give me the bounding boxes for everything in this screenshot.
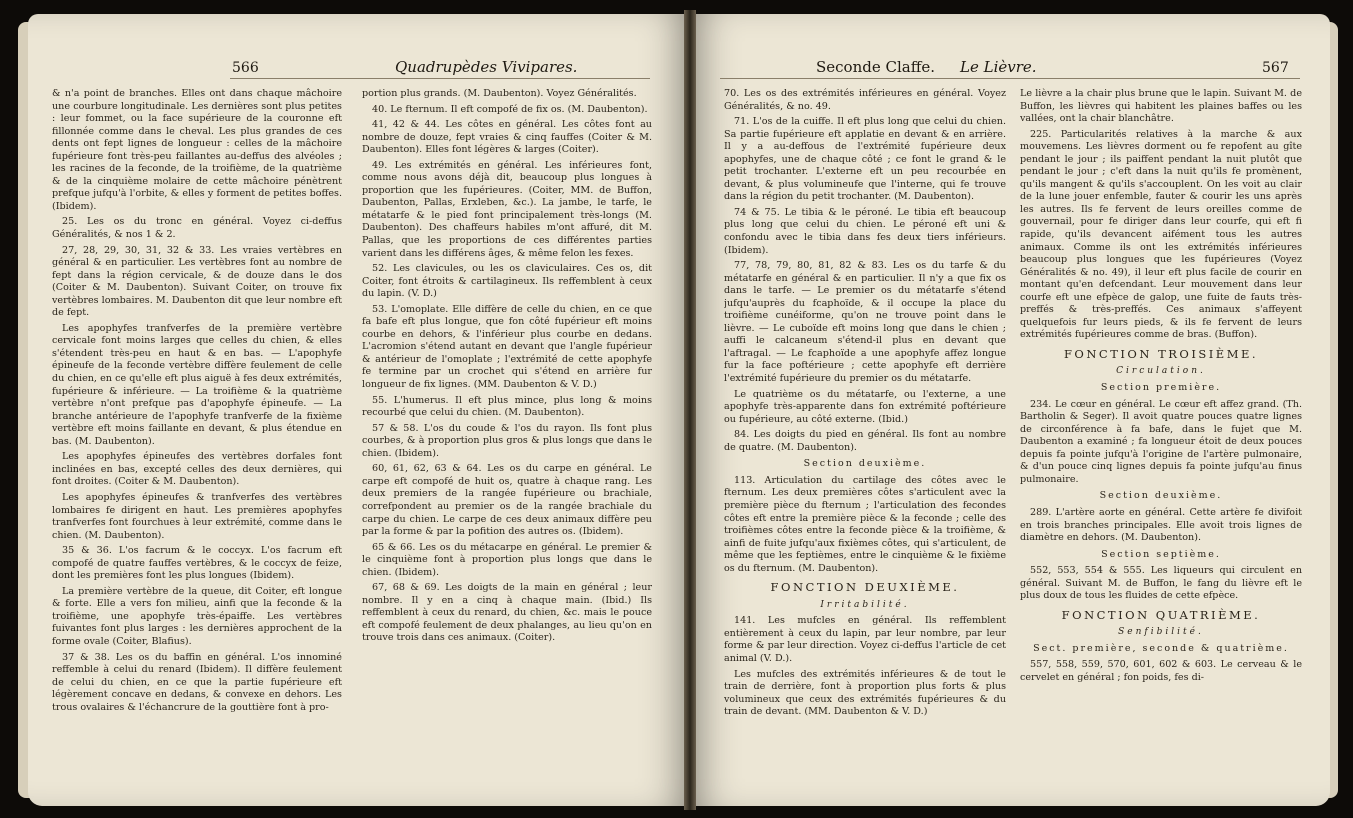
paragraph: 74 & 75. Le tibia & le péroné. Le tibia eft beaucoup plus long que celui du chien. Le péroné eft uni & confondu avec le tibia dans fes deux tiers inférieurs. (Ibidem). xyxy=(724,206,1006,256)
book-gutter xyxy=(684,10,696,810)
section-heading: Section deuxième. xyxy=(803,458,927,470)
paragraph: 49. Les extrémités en général. Les inférieures font, comme nous avons déjà dit, beaucoup plus longues à proportion que les fupérieures. (Coiter, MM. de Buffon, Daubenton, Pallas, Erxleben, &c.). La jambe, le tarfe, le métatarfe & le pied font principalement très-longs (M. Daubenton). Des chaffeurs habiles m'ont affuré, dit M. Pallas, que les proportions de ces différentes parties varient dans les différens âges, & même felon les fexes. xyxy=(362,159,652,259)
paragraph: Le quatrième os du métatarfe, ou l'externe, a une apophyfe très-apparente dans fon extrémité poftérieure ou fupérieure, au côté externe. (Ibid.) xyxy=(724,388,1006,425)
paragraph: 225. Particularités relatives à la marche & aux mouvemens. Les lièvres dorment ou fe repofent au gîte pendant le jour ; ils paiffent pendant la nuit plutôt que pendant le jour ; c'eft dans la nuit qu'ils fe promènent, qu'ils mangent & qu'ils s'accouplent. On les voit au clair de la lune jouer enfemble, fauter & courir les uns après les autres. Ils fe fervent de leurs oreilles comme de gouvernail, pour fe diriger dans leur courfe, qui eft fi rapide, qu'ils devancent aifément tous les autres animaux. Comme ils ont les extrémités inférieures beaucoup plus longues que les fupérieures (Voyez Généralités & no. 49), il leur eft plus facile de courir en montant qu'en defcendant. Leur mouvement dans leur courfe eft une efpèce de galop, une fuite de fauts très-preffés & très-preffés. Ces animaux s'affeyent quelquefois fur leurs pieds, & ils fe fervent de leurs extrémités fupérieures comme de bras. (Buffon). xyxy=(1020,128,1302,341)
fonction-heading: FONCTION QUATRIÈME. xyxy=(1061,607,1261,622)
paragraph: Les apophyfes tranfverfes de la première vertèbre cervicale font moins larges que celles du chien, & elles s'étendent très-peu en haut & en bas. — L'apophyfe épineufe de la feconde vertèbre diffère feulement de celle du chien, en ce qu'elle eft plus aiguë à fes deux extrémités, fupérieure & inférieure. — La troifième & la quatrième vertèbre n'ont prefque pas d'apophyfe épineufe. — La branche antérieure de l'apophyfe tranfverfe de la fixième vertèbre eft moins faillante en devant, & plus étendue en bas. (M. Daubenton). xyxy=(52,322,342,447)
paragraph: 35 & 36. L'os facrum & le coccyx. L'os facrum eft compofé de quatre fauffes vertèbres, & le coccyx de feize, dont les premières font les plus longues (Ibidem). xyxy=(52,545,342,582)
paragraph: 557, 558, 559, 570, 601, 602 & 603. Le cerveau & le cervelet en général ; fon poids, fes di- xyxy=(1020,659,1302,683)
right-page-number: 567 xyxy=(1262,60,1289,76)
paragraph: 84. Les doigts du pied en général. Ils font au nombre de quatre. (M. Daubenton). xyxy=(724,429,1006,453)
paragraph: 57 & 58. L'os du coude & l'os du rayon. Ils font plus courbes, & à proportion plus gros & plus longs que dans le chien. (Ibidem). xyxy=(362,422,652,459)
section-heading: Section septième. xyxy=(1101,548,1221,560)
left-page-number: 566 xyxy=(232,60,259,76)
paragraph: 40. Le fternum. Il eft compofé de fix os. (M. Daubenton). xyxy=(372,103,648,115)
paragraph: 37 & 38. Les os du baffin en général. L'os innominé reffemble à celui du renard (Ibidem). Il diffère feulement de celui du chien, en ce que la partie fupérieure eft légèrement concave en dedans, & convexe en dehors. Les trous ovalaires & l'échancrure de la gouttière font à pro- xyxy=(52,651,342,713)
paragraph: Les apophyfes épineufes & tranfverfes des vertèbres lombaires fe dirigent en haut. Les premières apophyfes tranfverfes font fourchues à leur extrémité, comme dans le chien. (M. Daubenton). xyxy=(52,491,342,541)
paragraph: La première vertèbre de la queue, dit Coiter, eft longue & forte. Elle a vers fon milieu, ainfi que la feconde & la troifième, une apophyfe très-épaiffe. Les vertèbres fuivantes font plus larges : les dernières approchent de la forme ovale (Coiter, Blafius). xyxy=(52,585,342,647)
section-heading: Sect. première, seconde & quatrième. xyxy=(1033,642,1289,654)
paragraph: Les apophyfes épineufes des vertèbres dorfales font inclinées en bas, excepté celles des deux dernières, qui font droites. (Coiter & M. Daubenton). xyxy=(52,451,342,488)
paragraph: 234. Le cœur en général. Le cœur eft affez grand. (Th. Bartholin & Seger). Il avoit quatre pouces quatre lignes de circonférence à fa bafe, dans le fujet que M. Daubenton a examiné ; fa longueur étoit de deux pouces depuis fa pointe jufqu'à l'origine de l'artère pulmonaire, & d'un pouce cinq lignes depuis fa pointe jufqu'au finus pulmonaire. xyxy=(1020,398,1302,485)
right-column-1 xyxy=(724,88,1006,722)
paragraph: 289. L'artère aorte en général. Cette artère fe divifoit en trois branches principales. Elle avoit trois lignes de diamètre en dehors. (M. Daubenton). xyxy=(1020,506,1302,544)
paragraph: 113. Articulation du cartilage des côtes avec le fternum. Les deux premières côtes s'articulent avec la première pièce du fternum ; l'articulation des fecondes côtes eft entre la première pièce & la feconde ; celle des troifièmes côtes entre la feconde pièce & la troifième, & ainfi de fuite jufqu'aux fixièmes côtes, qui s'articulent, de même que les feptièmes, entre le cinquième & le fixième os du fternum. (M. Daubenton). xyxy=(724,474,1006,574)
section-heading: Section première. xyxy=(1100,382,1222,394)
paragraph: 41, 42 & 44. Les côtes en général. Les côtes font au nombre de douze, fept vraies & cinq fauffes (Coiter & M. Daubenton). Elles font légères & larges (Coiter). xyxy=(362,119,652,156)
left-column-2 xyxy=(362,88,652,648)
paragraph: Les mufcles des extrémités inférieures & de tout le train de derrière, font à proportion plus forts & plus volumineux que ceux des extrémités fupérieures & du train de devant. (MM. Daubenton & V. D.) xyxy=(724,668,1006,718)
left-head-rule xyxy=(230,78,650,79)
paragraph: 52. Les clavicules, ou les os claviculaires. Ces os, dit Coiter, font étroits & cartilagineux. Ils reffemblent à ceux du lapin. (V. D.) xyxy=(362,263,652,300)
paragraph: 77, 78, 79, 80, 81, 82 & 83. Les os du tarfe & du métatarfe en général & en particulier. Il n'y a que fix os dans le tarfe. — Le premier os du métatarfe s'étend jufqu'auprès du fcaphoïde, & il occupe la place du troifième cunéiforme, qu'on ne trouve point dans le lièvre. — Le cuboïde eft moins long que dans le chien ; auffi le calcaneum s'étend-il plus en devant que l'aftragal. — Le fcaphoïde a une apophyfe affez longue fur la face poftérieure ; cette apophyfe eft derrière l'extrémité fupérieure du premier os du métatarfe. xyxy=(724,260,1006,385)
right-column-2 xyxy=(1020,88,1302,688)
right-running-head-class: Seconde Claffe. xyxy=(816,58,936,76)
paragraph: 67, 68 & 69. Les doigts de la main en général ; leur nombre. Il y en a cinq à chaque main. (Ibid.) Ils reffemblent à ceux du renard, du chien, &c. mais le pouce eft compofé feulement de deux phalanges, au lieu qu'on en trouve trois dans ces animaux. (Coiter). xyxy=(362,582,652,644)
paragraph: 55. L'humerus. Il eft plus mince, plus long & moins recourbé que celui du chien. (M. Daubenton). xyxy=(362,394,652,419)
fonction-heading: FONCTION DEUXIÈME. xyxy=(770,580,960,595)
left-column-1 xyxy=(52,88,342,717)
right-running-head-title: Le Lièvre. xyxy=(960,58,1037,76)
subsection-heading: Irritabilité. xyxy=(820,599,910,610)
fonction-heading: FONCTION TROISIÈME. xyxy=(1063,346,1259,361)
section-heading: Section deuxième. xyxy=(1099,490,1223,502)
paragraph: 141. Les mufcles en général. Ils reffemblent entièrement à ceux du lapin, par leur nombre, par leur forme & par leur direction. Voyez ci-deffus l'article de cet animal (V. D.). xyxy=(724,615,1006,664)
paragraph: & n'a point de branches. Elles ont dans chaque mâchoire une courbure longitudinale. Les dernières sont plus petites : leur fommet, ou la face supérieure de la couronne eft fillonnée comme dans le cheval. Les plus grandes de ces dents ont fept lignes de longueur : celles de la mâchoire fupérieure font très-peu faillantes au-deffus des alvéoles ; les racines de la feconde, de la troifième, de la quatrième & de la cinquième molaire de cette mâchoire pénètrent prefque jufqu'à l'orbite, & elles y forment de petites boffes. (Ibidem). xyxy=(52,88,342,212)
paragraph: 27, 28, 29, 30, 31, 32 & 33. Les vraies vertèbres en général & en particulier. Les vertèbres font au nombre de fept dans la région cervicale, & de douze dans le dos (Coiter & M. Daubenton). Suivant Coiter, on trouve fix vertèbres lombaires. M. Daubenton dit que leur nombre eft de fept. xyxy=(52,244,342,319)
paragraph: 60, 61, 62, 63 & 64. Les os du carpe en général. Le carpe eft compofé de huit os, quatre à chaque rang. Les deux premiers de la rangée fupérieure ou brachiale, correfpondent au premier os de la rangée brachiale du carpe du chien. Le carpe de ces deux animaux diffère peu par la forme & par la pofition des autres os. (Ibidem). xyxy=(362,463,652,538)
paragraph: 65 & 66. Les os du métacarpe en général. Le premier & le cinquième font à proportion plus longs que dans le chien. (Ibidem). xyxy=(362,541,652,578)
paragraph: 70. Les os des extrémités inférieures en général. Voyez Généralités, & no. 49. xyxy=(724,88,1006,112)
subsection-heading: Senfibilité. xyxy=(1118,627,1204,638)
paragraph: portion plus grands. (M. Daubenton). Voyez Généralités. xyxy=(362,88,637,99)
paragraph: 25. Les os du tronc en général. Voyez ci-deffus Généralités, & nos 1 & 2. xyxy=(52,216,342,241)
paragraph: 71. L'os de la cuiffe. Il eft plus long que celui du chien. Sa partie fupérieure eft applatie en devant & en arrière. Il y a au-deffous de l'extrémité fupérieure deux apophyfes, une de chaque côté ; ce font le grand & le petit trochanter. L'externe eft un peu recourbée en devant, & plus volumineufe que l'interne, qui fe trouve dans la région du petit trochanter. (M. Daubenton). xyxy=(724,116,1006,203)
right-head-rule xyxy=(720,78,1300,79)
paragraph: 53. L'omoplate. Elle diffère de celle du chien, en ce que fa bafe eft plus longue, que fon côté fupérieur eft moins courbe en dehors, & l'inférieur plus courbe en dedans. L'acromion s'étend autant en devant que l'angle fupérieur & antérieur de l'omoplate ; l'extrémité de cette apophyfe fe termine par un crochet qui s'étend en arrière fur longueur de fix lignes. (MM. Daubenton & V. D.) xyxy=(362,303,652,391)
paragraph: Le lièvre a la chair plus brune que le lapin. Suivant M. de Buffon, les lièvres qui habitent les plaines baffes ou les vallées, ont la chair blanchâtre. xyxy=(1020,88,1302,125)
left-running-head: Quadrupèdes Vivipares. xyxy=(395,58,578,76)
paragraph: 552, 553, 554 & 555. Les liqueurs qui circulent en général. Suivant M. de Buffon, le fang du lièvre eft le plus doux de tous les fluides de cette efpèce. xyxy=(1020,565,1302,602)
subsection-heading: Circulation. xyxy=(1116,366,1206,377)
